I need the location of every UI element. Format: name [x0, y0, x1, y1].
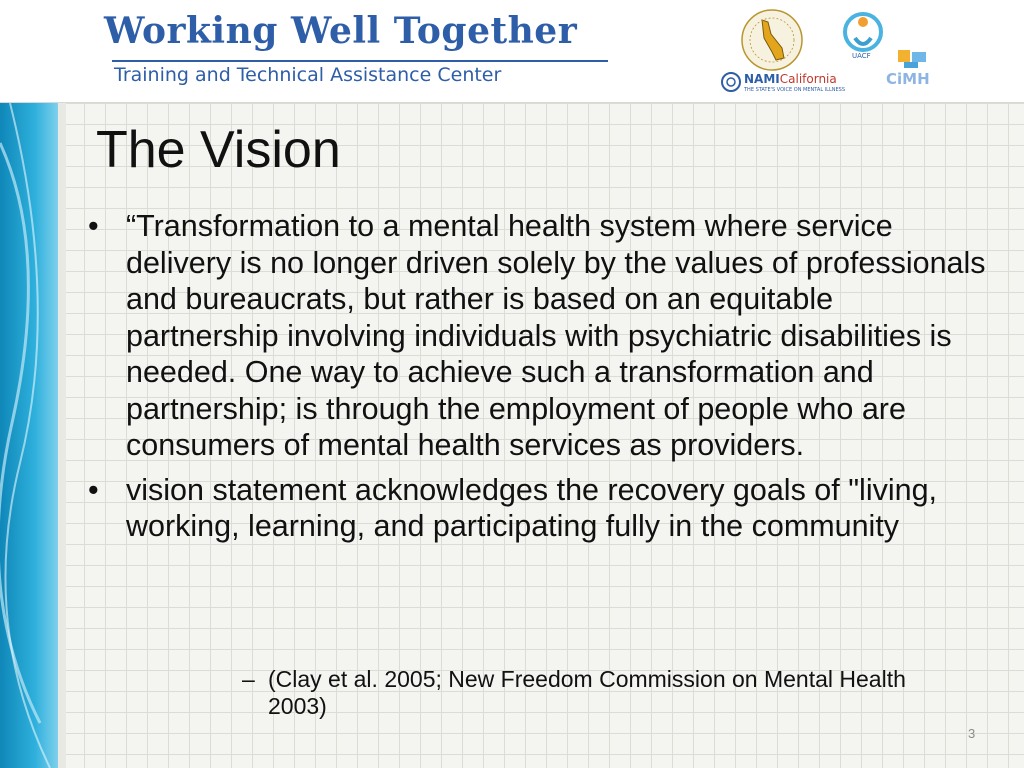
- citation: [242, 666, 922, 720]
- bullet-marker: •: [88, 472, 99, 507]
- bullet-item: [88, 472, 988, 545]
- citation-text: (Clay et al. 2005; New Freedom Commission on Mental Health 2003): [268, 666, 906, 719]
- bullet-list: [88, 208, 988, 553]
- sub-bullet-marker: –: [242, 666, 255, 692]
- bullet-text: “Transformation to a mental health system where service delivery is no longer driven solely by the values of professionals and bureaucrats, but rather is based on an equitable partnership involving individuals with psychiatric disabilities is needed. One way to achieve such a transformation and partnership; is through the employment of people who are consumers of mental health services as providers.: [126, 209, 986, 462]
- brand-subtitle: Training and Technical Assistance Center: [114, 64, 502, 86]
- slide-title: The Vision: [96, 121, 341, 179]
- brand-title: Working Well Together: [104, 10, 578, 52]
- nami-state: California: [779, 72, 837, 86]
- nami-name: NAMI: [744, 72, 780, 86]
- california-seal-icon: [738, 8, 806, 72]
- header-banner: [0, 0, 1024, 103]
- cimh-label: CiMH: [886, 70, 930, 88]
- bullet-text: vision statement acknowledges the recovery goals of "living, working, learning, and participating fully in the community: [126, 472, 938, 543]
- nami-wordmark: [744, 72, 837, 86]
- brand-divider: [112, 60, 608, 62]
- bullet-item: [88, 208, 988, 464]
- uacf-label: UACF: [852, 52, 871, 60]
- bullet-marker: •: [88, 209, 99, 243]
- nami-tagline: THE STATE'S VOICE ON MENTAL ILLNESS: [744, 87, 846, 93]
- uacf-logo-icon: [838, 10, 888, 70]
- decorative-side-band: [0, 103, 66, 768]
- page-number: 3: [968, 726, 976, 741]
